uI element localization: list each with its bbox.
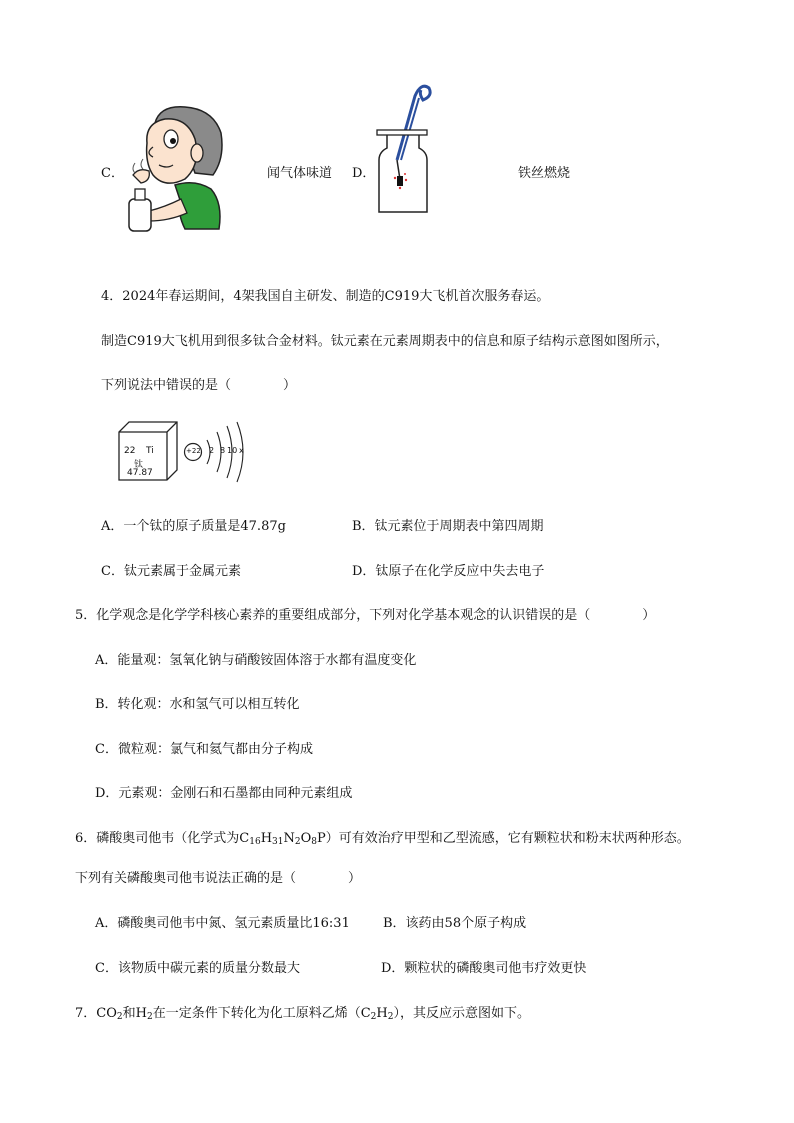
atom-nucleus-charge: +22 — [186, 447, 201, 455]
q6-formula: $C_{16}H_{31}N_2O_8P$ — [239, 831, 326, 847]
q4-option-c[interactable]: C．钛元素属于金属元素 — [101, 564, 241, 579]
q4-stem-line3: 下列说法中错误的是（ ） — [101, 378, 297, 393]
q4-stem-line1: 4．2024年春运期间，4架我国自主研发、制造的C919大飞机首次服务春运。 — [101, 289, 550, 304]
atom-shell-2: 8 — [220, 446, 226, 455]
q6-option-c[interactable]: C．该物质中碳元素的质量分数最大 — [95, 961, 300, 976]
q3-option-d-text: 铁丝燃烧 — [518, 166, 571, 181]
q4-option-a[interactable]: A．一个钛的原子质量是47.87g — [101, 519, 286, 534]
q6-stem-after: ）可有效治疗甲型和乙型流感，它有颗粒状和粉末状两种形态。 — [325, 831, 690, 846]
q6-option-a[interactable]: A．磷酸奥司他韦中氮、氢元素质量比16:31 — [95, 916, 350, 931]
q4-option-d[interactable]: D．钛原子在化学反应中失去电子 — [352, 564, 545, 579]
atom-shell-3: 10 — [227, 446, 238, 455]
q5-option-d[interactable]: D．元素观：金刚石和石墨都由同种元素组成 — [95, 786, 353, 801]
q4-stem-line2: 制造C919大飞机用到很多钛合金材料。钛元素在元素周期表中的信息和原子结构示意图如图所示， — [101, 334, 669, 349]
iron-wire-burning-illustration — [375, 78, 435, 218]
q7-stem: 7．$CO_2$和$H_2$在一定条件下转化为化工原料乙烯$(C_2H_2)$，其反应示意图如下。 — [75, 1006, 530, 1022]
q6-option-b[interactable]: B．该药由58个原子构成 — [383, 916, 527, 931]
q6-stem-line2: 下列有关磷酸奥司他韦说法正确的是（ ） — [75, 871, 362, 886]
smelling-gas-illustration — [125, 103, 225, 233]
q4-option-b[interactable]: B．钛元素位于周期表中第四周期 — [352, 519, 544, 534]
q6-stem-line1 — [75, 827, 690, 847]
q3-option-c-label: C． — [101, 166, 124, 181]
q5-option-c[interactable]: C．微粒观：氯气和氦气都由分子构成 — [95, 742, 313, 757]
atom-shell-1: 2 — [209, 446, 215, 455]
element-name: 钛 — [134, 460, 144, 470]
q5-option-a[interactable]: A．能量观：氢氧化钠与硝酸铵固体溶于水都有温度变化 — [95, 653, 417, 668]
element-atomic-number: 22 — [124, 446, 136, 456]
element-atomic-mass: 47.87 — [127, 468, 153, 478]
q5-stem: 5．化学观念是化学学科核心素养的重要组成部分，下列对化学基本观念的认识错误的是（ ） — [75, 608, 656, 623]
atom-shell-4: x — [239, 446, 244, 455]
element-symbol: Ti — [146, 446, 154, 456]
q5-option-b[interactable]: B．转化观：水和氢气可以相互转化 — [95, 697, 300, 712]
q6-option-d[interactable]: D．颗粒状的磷酸奥司他韦疗效更快 — [381, 961, 587, 976]
q3-option-d-label: D． — [352, 166, 376, 181]
q3-option-c-text: 闻气体味道 — [267, 166, 333, 181]
q6-stem-before: 6．磷酸奥司他韦（化学式为 — [75, 831, 240, 846]
